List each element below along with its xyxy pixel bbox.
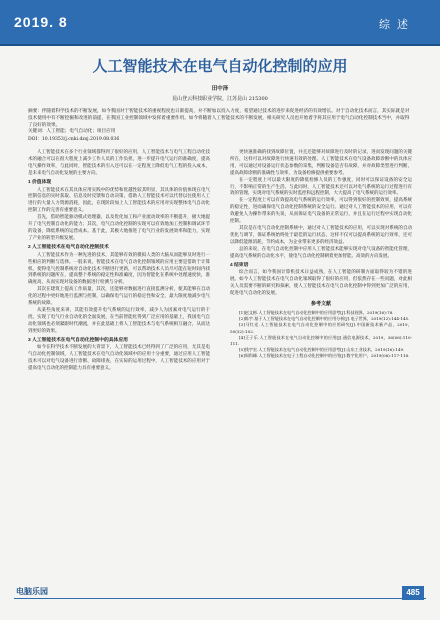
footer-divider (14, 598, 426, 599)
intro-paragraph: 人工智能技术在多个行业领域都得到了很好的应用，人工智能技术与电气工程自动化技术的融合可以在很大程度上减少工作人员的工作负担，进一步提升电气运行的准确度，提高电气操作效率，与此同时，智能技术的引入还可以在一定程度上降低电气工程的投入成本，是未来电气自动化发展的主要方向。 (28, 150, 210, 176)
reference-item: [1]赵文彬.人工智能技术在电气自动化控制中的应用思考[J].科技视界，2019(16):78. (239, 309, 394, 315)
body-paragraph: 综合而言，如今我国计算机技术日益成熟，在人工智能的研制方面取得较为不错的进展。如今人工智能技术在电气自动化领域取得了很好的应用，但依然存在一些问题，对此相关人员需要不断的研究和探索，使人工智能技术在电气自动化控制中得到更加广泛的应用，促进电气自动化的发展。 (230, 270, 412, 297)
left-column (28, 150, 210, 373)
issue-number: 2019. 8 (14, 14, 68, 30)
body-paragraph: 更快速准确的找到故障位置，并且还能够对故障进行及时的记录，进而发现问题的关键所在，这样可以对故障进行快速有效的处理。人工智能技术在电气设备故障诊断中的具体应用，可以通过对设备运行状态参数的采集，判断设备是否有故障，并对故障类型进行判断，提高故障诊断的准确性与效率，为设备检修提供重要参考。 (230, 150, 412, 176)
body-paragraph: 其次是在电气自动化控制系统中，通过对人工智能技术的应用，可以实现对系统的自动优化与调节，保证系统始终处于最佳的运行状态，这样不仅可以提高系统的运行效率，还可以降低能源消耗，节约成本，为企业带来更多的经济效益。 (230, 225, 412, 245)
body-paragraph: 人工智能技术作为一种先进的技术，其能够有效的模拟人类的大脑从而能够及时进行一些相应的判断与选择。一般来说，智能技术在电气自动化控制领域的应用主要是借助于计算机，使得电气控制系统对自动化技术不断进行更新，可以帮助技术人员尽可能在短时间内找到系统的问题所在，提高整个系统的稳定性和准确度，因为智能化在系统中处理速度快，准确度高，从而实现对设备的数据进行检测与分析。 (28, 252, 210, 286)
reference-item: [2]陈宇.基于人工智能技术在电气自动化控制中的应用分析[J].电子世界，2019(12):144-145. (239, 316, 410, 322)
section-heading: 2 人工智能技术在电气自动化控制技术 (28, 244, 109, 250)
body-paragraph: 其次在建筑上提高工作质量，其次，还能够对数据进行直接监测分析，使其能够在自动化的过程中更好地进行监测与控制，以确保电气运行的稳定性和安全，最大限度地减少电气系统的故障。 (28, 287, 210, 307)
reference-item: [3]马红光.人工智能技术在电气自动化控制中的应用研究[J].中国新技术新产品，2019，50(32):102. (230, 322, 412, 334)
body-paragraph: 如今在科学技术不断发展的大背景下，人工智能技术已经得到了广泛的应用，尤其是电气自动化控制领域，人工智能技术在电气自动化领域中的应用十分重要，通过应用人工智能技术可以对电气设备进行诊断、故障排查，在实际的运用过程中，人工智能技术的应用对于提高电气自动化的控制能力具有重要意义。 (28, 345, 210, 372)
references-title: 参考文献 (310, 301, 331, 308)
page-number: 485 (402, 586, 424, 600)
section-label: 综 述 (378, 19, 410, 31)
right-column (230, 150, 412, 360)
reference-item: [5]钱宇宏.人工智能技术在电气自动化控制中的应用思考[J].山东工业技术，2019(16):149. (239, 347, 405, 353)
article-author: 田中泽 (211, 86, 229, 92)
body-paragraph: 人工智能技术在其具体应用实践中的优势和优越性较其明显，其具体的价值体现在电气控制信息的实时获取、信息及时反馈和自动决策，借助人工智能技术可以代替以往使用人工进行的大量人力资源消耗，因此，在现阶段加上人工智能技术的应用对实现整体电气自动化控制工作的完善有重要意义。 (28, 187, 210, 214)
doi-line: DOI：10.19353/j.cnki.dzsj.2019.08.036 (28, 137, 120, 142)
keywords: 关键词：人工智能；电气自动化；项目应用 (28, 129, 116, 134)
abstract: 摘要：伴随着科学技术的不断发展，如今我国对于智能技术的重视程度也日渐提高，并不断加以投入力度，希望通过技术的进步来促进经济的有效增长。对于自动化技术而言，其实际就是对技术使用中有不断挖掘和改进的前提，在我国工业控制领域中发挥着重要作用。如今将随着人工智能技术的不断发展，相关研究人员也开始着手将其应用于电气自动化控制技术当中，并取得了良好的效果。 (28, 109, 410, 128)
section-heading: 3 人工智能技术在电气自动化控制中的具体应用 (28, 337, 128, 343)
reference-item: [4]王子乐.人工智能技术在电气自动化控制中的应用[J].通信电源技术，2019，36(06):110-111. (230, 334, 412, 346)
section-heading: 1 价值体现 (28, 179, 52, 185)
reference-item: [6]周科峰.人工智能技术在电子工程自动化控制中的应用[J].数字化用户，2019(06):117-118. (239, 353, 410, 359)
body-paragraph: 在一定程度上可以最大限度的降低检修人员的工作强度，同时可以保证设备的安全运行，不影响正常的生产生活。与此同时，人工智能技术还可以对电气系统的运行过程进行有效的管理，实现对电气系统的实时监控和远程控制，大大提高了电气系统的运行效率。 (230, 177, 412, 197)
body-paragraph: 首先，借助智能驱动模式处理器，以及优化加工和产业流动效率的不断提升，极大地提升了电气控制自动化的能力；其次，电气自动化控制的实现可以有效地加工控制和调试环节的设备，降低系统的运营成本。基于此，其极大地推进了电气行业的发展效率和能力，实现了产业的转型升级发展。 (28, 215, 210, 241)
body-paragraph: 从某些角度来讲，其能有效提升电气系统的运行效率，减少人为因素对电气运行的干扰，实现了电气行业自动化的全面发展，在当前智能化得到广泛应用的基础上，我国电气自动化领域也必须紧跟时代潮流，并在此基础上将人工智能技术与电气系统相互融合，从而达到更好的效果。 (28, 307, 210, 334)
author-affiliation: 昆山登云科技职业学院，江苏昆山 215300 (172, 96, 268, 102)
journal-header (0, 0, 440, 44)
body-paragraph: 在一定程度上可以有效提高电气系统的运行效率，可以得到很好的控制效果，提高系统的稳定性，进而确保电气自动化控制系统的安全运行。通过对人工智能技术的应用，可以有效避免人为操作带来的失误，从而保证电气设备的正常运行，并且在运行过程中实现自动化控制。 (230, 198, 412, 225)
body-paragraph: 总的来说，在电气自动化控制中应用人工智能技术能够实现对电气设备的智能化管理，提高电气系统的自动化水平，使电气自动化控制朝着更加智能、高效的方向发展。 (230, 246, 412, 259)
section-heading: 4 结束语 (230, 262, 249, 268)
header-divider (0, 44, 440, 46)
journal-logo: 电脑乐园 (16, 587, 48, 596)
article-title: 人工智能技术在电气自动化控制的应用 (92, 57, 348, 75)
